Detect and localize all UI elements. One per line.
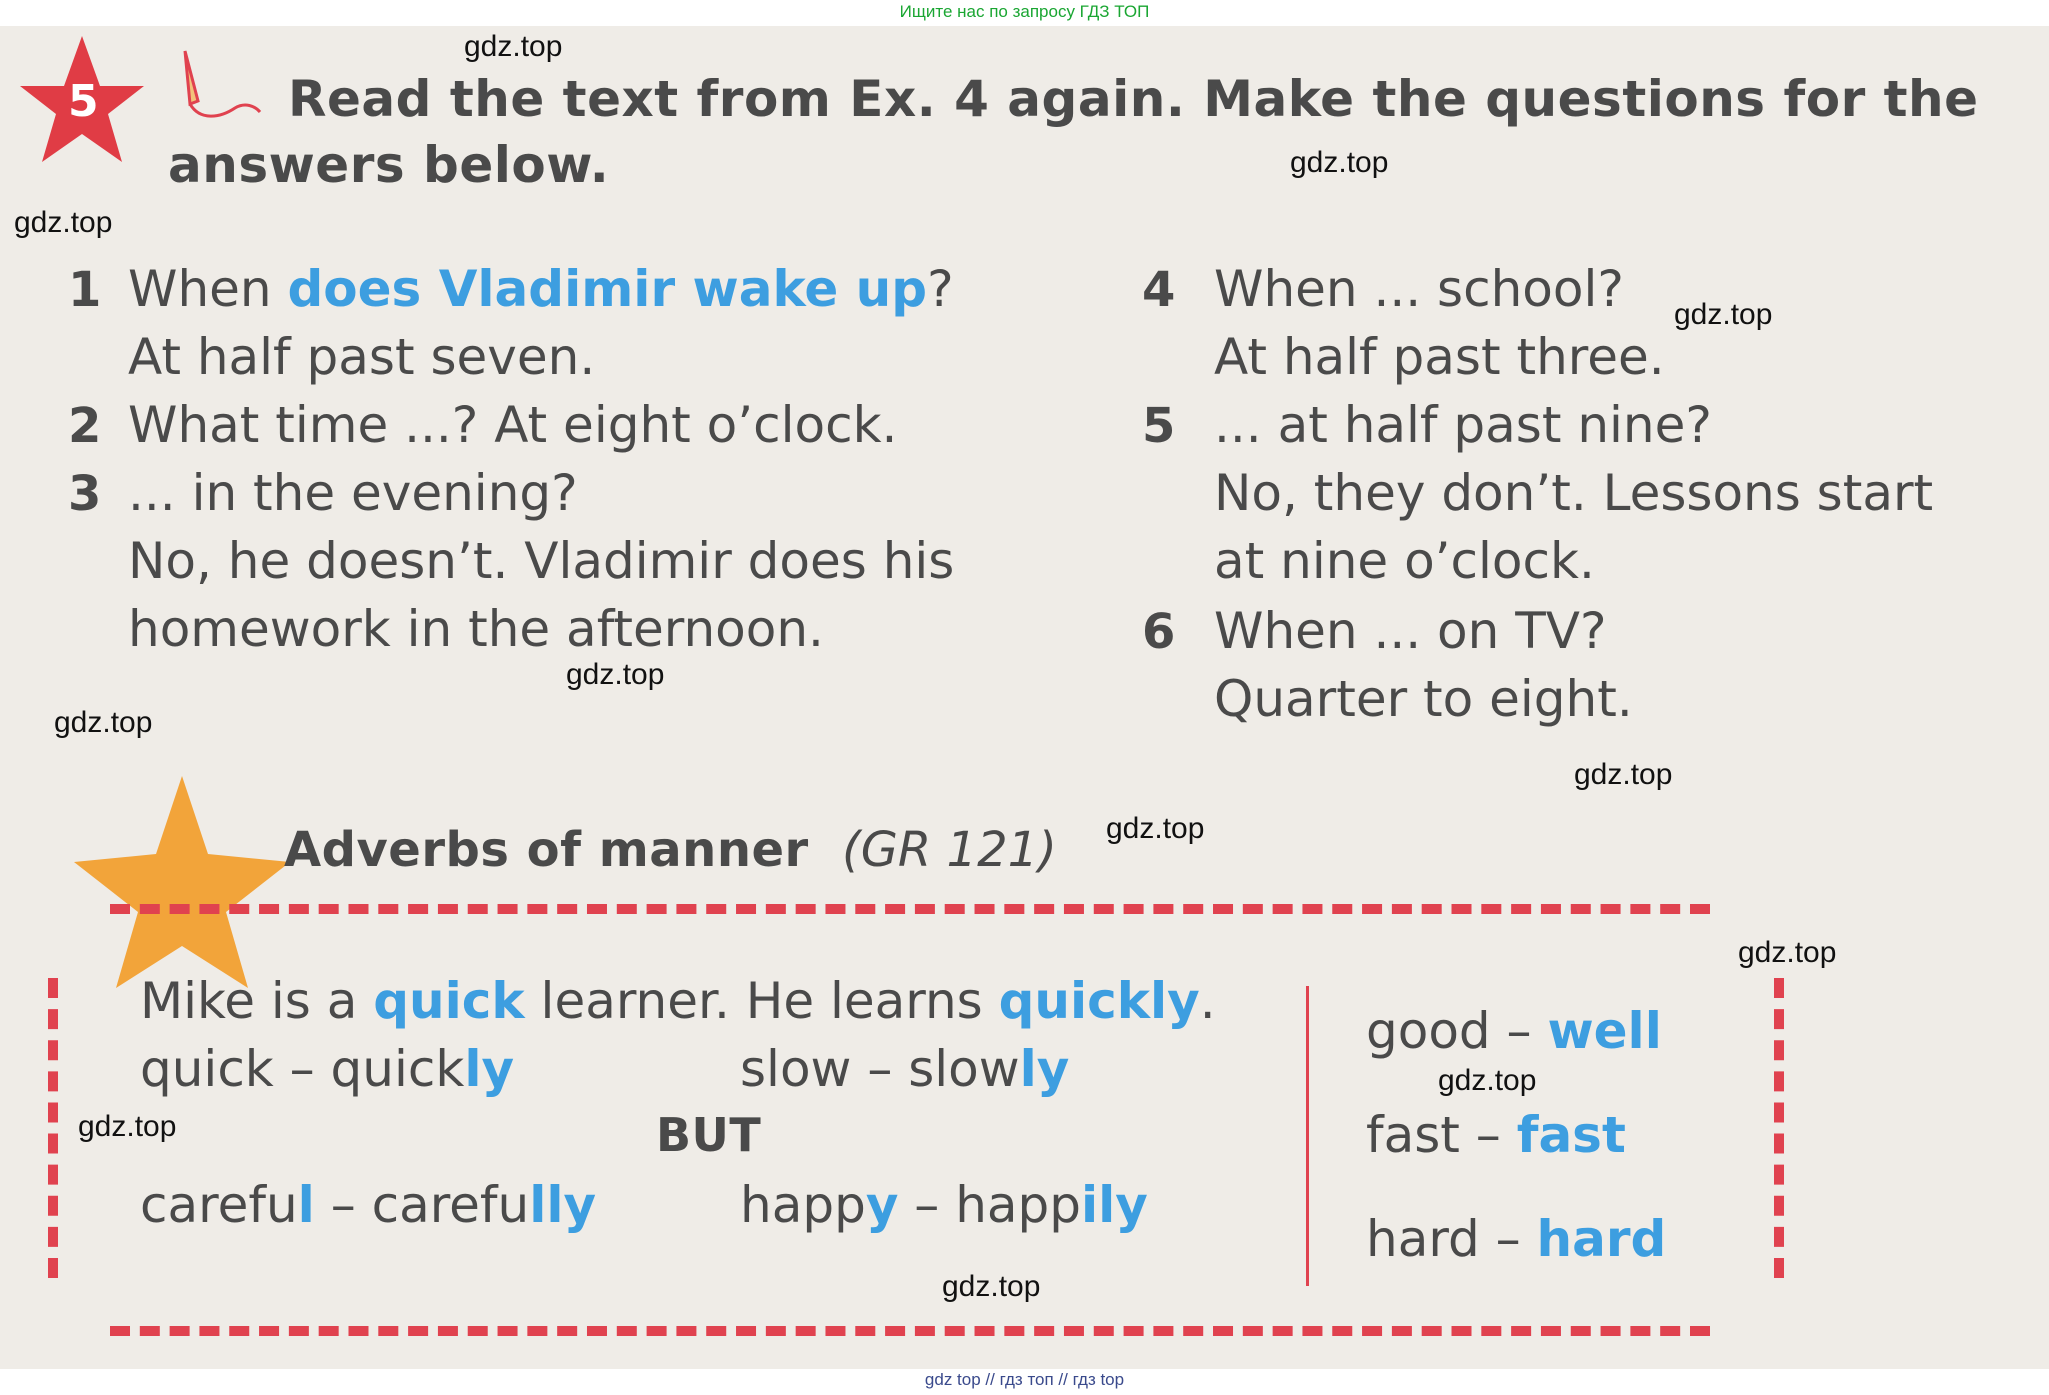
watermark: gdz.top [464,30,563,63]
item-number: 6 [1142,604,1176,660]
question-1: When does Vladimir wake up? [128,260,954,318]
frame-border-top [110,904,1710,914]
frame-border-left [48,978,58,1278]
frame-border-right [1774,978,1784,1278]
textbook-page [0,26,2049,1369]
bottom-banner: gdz top // гдз топ // гдз top [924,1370,1125,1389]
watermark: gdz.top [566,658,665,691]
answer-1: At half past seven. [128,328,596,386]
item-number: 1 [68,262,102,318]
top-banner: Ищите нас по запросу ГДЗ ТОП [899,2,1150,21]
grammar-example: Mike is a quick learner. He learns quickly. [140,972,1216,1030]
watermark: gdz.top [1290,146,1389,179]
exercise-number: 5 [68,76,99,127]
question-5: ... at half past nine? [1214,396,1712,454]
answer-3-line-1: No, he doesn’t. Vladimir does his [128,532,955,590]
question-2: What time ...? At eight o’clock. [128,396,898,454]
pair-happy: happy – happily [740,1176,1148,1234]
item-number: 4 [1142,262,1176,318]
instruction-line-2: answers below. [168,136,610,194]
item-number: 3 [68,466,102,522]
watermark: gdz.top [942,1270,1041,1303]
irregular-fast: fast – fast [1366,1106,1626,1164]
frame-divider [1306,986,1309,1286]
watermark: gdz.top [54,706,153,739]
answer-4: At half past three. [1214,328,1665,386]
watermark: gdz.top [78,1110,177,1143]
pair-slow: slow – slowly [740,1040,1070,1098]
but-label: BUT [656,1108,762,1162]
pencil-write-icon [160,46,270,136]
pair-careful: careful – carefully [140,1176,597,1234]
watermark: gdz.top [1738,936,1837,969]
question-4: When ... school? [1214,260,1624,318]
answer-5-line-1: No, they don’t. Lessons start [1214,464,1934,522]
grammar-title: Adverbs of manner [284,822,809,878]
irregular-good: good – well [1366,1002,1662,1060]
watermark: gdz.top [1574,758,1673,791]
instruction-line-1: Read the text from Ex. 4 again. Make the questions for the [288,70,1979,128]
answer-5-line-2: at nine o’clock. [1214,532,1595,590]
watermark: gdz.top [1106,812,1205,845]
watermark: gdz.top [14,206,113,239]
item-number: 5 [1142,398,1176,454]
question-6: When ... on TV? [1214,602,1607,660]
answer-3-line-2: homework in the afternoon. [128,600,824,658]
grammar-star-icon [70,766,310,996]
grammar-reference: (GR 121) [842,822,1057,878]
item-number: 2 [68,398,102,454]
pair-quick: quick – quickly [140,1040,515,1098]
watermark: gdz.top [1674,298,1773,331]
answer-6: Quarter to eight. [1214,670,1633,728]
watermark: gdz.top [1438,1064,1537,1097]
frame-border-bottom [110,1326,1710,1336]
question-3: ... in the evening? [128,464,578,522]
irregular-hard: hard – hard [1366,1210,1667,1268]
